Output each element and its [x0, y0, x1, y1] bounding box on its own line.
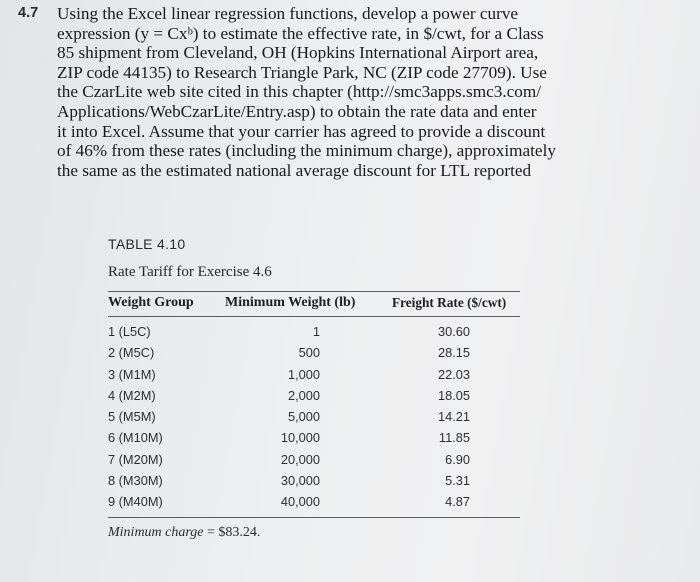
- weight-group-cell: 9 (M40M): [108, 494, 163, 510]
- table-body: [108, 322, 520, 514]
- minimum-weight-cell: 40,000: [280, 494, 320, 510]
- footnote-label: Minimum charge: [108, 525, 204, 540]
- minimum-weight-cell: 1,000: [287, 366, 320, 382]
- freight-rate-cell: 30.60: [437, 324, 470, 339]
- minimum-weight-cell: 10,000: [280, 430, 320, 446]
- freight-rate-cell: 18.05: [437, 387, 470, 403]
- minimum-weight-cell: 2,000: [287, 387, 320, 403]
- table-row: [108, 386, 520, 407]
- header-freight-rate: Freight Rate ($/cwt): [392, 295, 507, 310]
- minimum-weight-cell: 5,000: [287, 409, 320, 425]
- table-header-rule: [108, 316, 520, 317]
- footnote-value: = $83.24.: [203, 525, 261, 540]
- problem-line: the same as the estimated national average discount for LTL reported: [57, 160, 532, 180]
- table-caption: Rate Tariff for Exercise 4.6: [108, 264, 272, 280]
- problem-line: the CzarLite web site cited in this chapter (http://smc3apps.smc3.com/: [57, 82, 541, 102]
- table-top-rule: [108, 291, 520, 292]
- minimum-weight-cell: 20,000: [280, 451, 320, 467]
- table-bottom-rule: [108, 517, 520, 518]
- freight-rate-cell: 6.90: [445, 451, 470, 467]
- table-row: [108, 322, 520, 343]
- weight-group-cell: 8 (M30M): [108, 473, 163, 489]
- problem-line: ZIP code 44135) to Research Triangle Park, NC (ZIP code 27709). Use: [57, 62, 547, 82]
- table-row: [108, 471, 520, 492]
- weight-group-cell: 3 (M1M): [108, 366, 156, 382]
- freight-rate-cell: 14.21: [437, 409, 470, 425]
- freight-rate-cell: 11.85: [438, 430, 470, 446]
- table-row: [108, 407, 520, 428]
- minimum-weight-cell: 1: [312, 324, 320, 339]
- table-row: [108, 428, 520, 449]
- weight-group-cell: 7 (M20M): [108, 451, 163, 467]
- weight-group-cell: 4 (M2M): [108, 387, 156, 403]
- minimum-weight-cell: 500: [298, 345, 320, 361]
- header-weight-group: Weight Group: [108, 295, 194, 310]
- table-number: TABLE 4.10: [108, 236, 186, 252]
- freight-rate-cell: 22.03: [437, 366, 470, 382]
- table-row: [108, 343, 520, 364]
- header-minimum-weight: Minimum Weight (lb): [225, 295, 356, 310]
- problem-line: expression (y = Cxᵇ) to estimate the effective rate, in $/cwt, for a Class: [57, 23, 544, 43]
- table-row: [108, 492, 520, 513]
- problem-line: Using the Excel linear regression functions, develop a power curve: [57, 4, 519, 23]
- freight-rate-cell: 28.15: [437, 345, 470, 361]
- problem-line: of 46% from these rates (including the minimum charge), approximately: [57, 141, 556, 161]
- problem-line: Applications/WebCzarLite/Entry.asp) to obtain the rate data and enter: [57, 102, 537, 121]
- freight-rate-cell: 4.87: [445, 494, 470, 510]
- table-row: [108, 450, 520, 471]
- problem-line: 85 shipment from Cleveland, OH (Hopkins International Airport area,: [57, 43, 539, 63]
- table-row: [108, 365, 520, 386]
- weight-group-cell: 6 (M10M): [108, 430, 163, 446]
- minimum-weight-cell: 30,000: [280, 473, 320, 489]
- weight-group-cell: 5 (M5M): [108, 409, 156, 425]
- problem-line: it into Excel. Assume that your carrier has agreed to provide a discount: [57, 121, 546, 141]
- problem-number: 4.7: [18, 5, 39, 21]
- weight-group-cell: 2 (M5C): [108, 345, 155, 361]
- freight-rate-cell: 5.31: [445, 473, 470, 489]
- table-footnote: [108, 525, 260, 541]
- weight-group-cell: 1 (L5C): [108, 324, 151, 339]
